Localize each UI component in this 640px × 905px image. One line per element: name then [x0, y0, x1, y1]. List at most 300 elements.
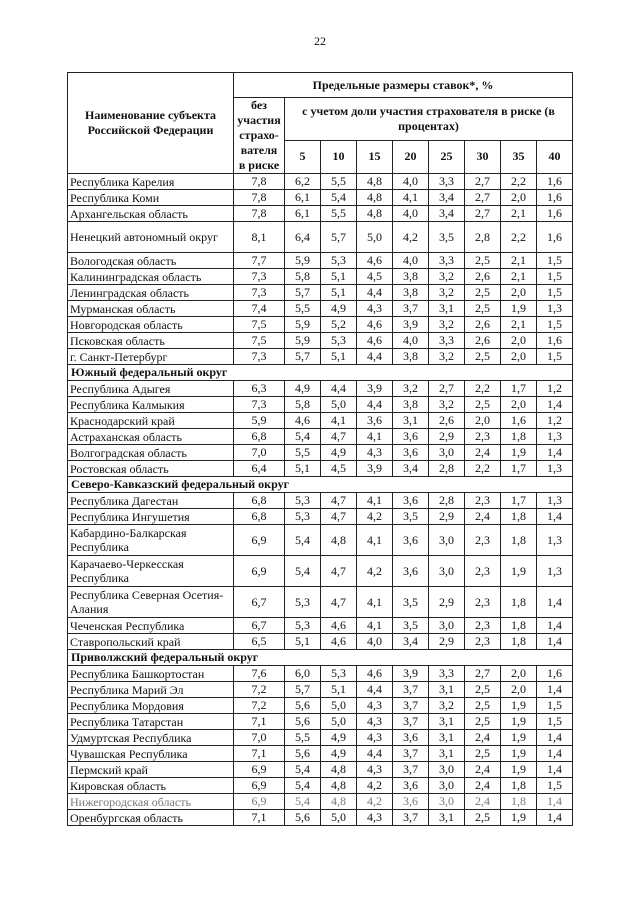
rate-with-share: 3,6: [393, 493, 429, 509]
rate-without-share: 8,1: [234, 222, 285, 253]
rate-with-share: 2,5: [465, 349, 501, 365]
rate-with-share: 4,0: [393, 253, 429, 269]
table-row: [68, 190, 573, 206]
table-row: [68, 269, 573, 285]
table-row: [68, 810, 573, 826]
rate-with-share: 1,5: [537, 778, 573, 794]
rate-with-share: 5,3: [285, 493, 321, 509]
rate-with-share: 1,9: [501, 730, 537, 746]
rate-with-share: 1,9: [501, 762, 537, 778]
rate-with-share: 4,7: [321, 493, 357, 509]
rate-without-share: 6,9: [234, 794, 285, 810]
rate-without-share: 6,9: [234, 778, 285, 794]
section-row: [68, 650, 573, 666]
rate-with-share: 5,7: [285, 285, 321, 301]
table-header: [68, 73, 573, 174]
rate-with-share: 2,2: [501, 174, 537, 190]
region-name: Республика Татарстан: [68, 714, 234, 730]
rate-with-share: 1,8: [501, 618, 537, 634]
table-row: [68, 618, 573, 634]
table-row: [68, 445, 573, 461]
rate-with-share: 4,4: [357, 746, 393, 762]
region-name: Астраханская область: [68, 429, 234, 445]
rate-with-share: 2,9: [429, 634, 465, 650]
rate-without-share: 6,7: [234, 618, 285, 634]
rate-with-share: 2,3: [465, 618, 501, 634]
rate-with-share: 1,6: [537, 206, 573, 222]
rate-with-share: 4,1: [393, 190, 429, 206]
section-title: Северо-Кавказский федеральный округ: [68, 477, 573, 493]
rate-with-share: 2,1: [501, 206, 537, 222]
rate-with-share: 3,6: [357, 413, 393, 429]
rate-with-share: 2,4: [465, 730, 501, 746]
rate-with-share: 1,5: [537, 698, 573, 714]
rate-with-share: 1,6: [537, 190, 573, 206]
rate-with-share: 5,1: [321, 682, 357, 698]
rate-with-share: 3,3: [429, 253, 465, 269]
rate-with-share: 1,5: [537, 269, 573, 285]
rate-with-share: 4,3: [357, 714, 393, 730]
rate-with-share: 5,7: [285, 349, 321, 365]
rate-with-share: 2,4: [465, 509, 501, 525]
section-title: Приволжский федеральный округ: [68, 650, 573, 666]
table-row: [68, 587, 573, 618]
table-row: [68, 429, 573, 445]
rate-with-share: 5,5: [285, 730, 321, 746]
table-row: [68, 174, 573, 190]
with-share-header: с учетом доли участия страхователя в риске (в процентах): [285, 98, 573, 141]
rate-with-share: 1,3: [537, 429, 573, 445]
table-row: [68, 730, 573, 746]
share-col-header: 15: [357, 140, 393, 173]
rate-with-share: 5,5: [321, 206, 357, 222]
rate-with-share: 2,6: [429, 413, 465, 429]
region-name: Республика Мордовия: [68, 698, 234, 714]
rate-with-share: 1,5: [537, 253, 573, 269]
rate-with-share: 5,6: [285, 746, 321, 762]
rate-with-share: 2,9: [429, 587, 465, 618]
rate-with-share: 3,1: [429, 682, 465, 698]
region-name: Республика Башкортостан: [68, 666, 234, 682]
rate-with-share: 5,2: [321, 317, 357, 333]
rate-without-share: 7,8: [234, 206, 285, 222]
rate-with-share: 1,9: [501, 445, 537, 461]
rate-with-share: 4,7: [321, 509, 357, 525]
table-row: [68, 556, 573, 587]
rate-without-share: 6,7: [234, 587, 285, 618]
rate-with-share: 4,2: [357, 794, 393, 810]
rate-with-share: 4,1: [357, 587, 393, 618]
region-name: Чувашская Республика: [68, 746, 234, 762]
share-col-header: 30: [465, 140, 501, 173]
rate-without-share: 7,5: [234, 317, 285, 333]
rate-with-share: 6,2: [285, 174, 321, 190]
rate-with-share: 1,4: [537, 618, 573, 634]
rate-with-share: 3,9: [393, 317, 429, 333]
rate-with-share: 2,5: [465, 810, 501, 826]
rate-with-share: 3,5: [429, 222, 465, 253]
rate-without-share: 7,4: [234, 301, 285, 317]
rate-with-share: 2,4: [465, 778, 501, 794]
rate-with-share: 2,8: [429, 493, 465, 509]
rate-with-share: 4,9: [285, 381, 321, 397]
rate-with-share: 2,0: [501, 190, 537, 206]
rate-without-share: 7,2: [234, 698, 285, 714]
rate-with-share: 1,4: [537, 730, 573, 746]
rate-with-share: 1,4: [537, 682, 573, 698]
rate-with-share: 3,1: [429, 746, 465, 762]
share-col-header: 35: [501, 140, 537, 173]
rate-with-share: 4,8: [321, 794, 357, 810]
rate-with-share: 3,7: [393, 682, 429, 698]
section-title: Южный федеральный округ: [68, 365, 573, 381]
rate-with-share: 5,4: [285, 778, 321, 794]
rate-with-share: 5,5: [321, 174, 357, 190]
rate-with-share: 2,5: [465, 714, 501, 730]
rate-with-share: 4,3: [357, 445, 393, 461]
region-name-header: Наименование субъекта Российской Федерации: [68, 73, 234, 174]
rate-with-share: 3,1: [429, 730, 465, 746]
table-row: [68, 461, 573, 477]
rate-with-share: 2,5: [465, 682, 501, 698]
rate-with-share: 1,8: [501, 429, 537, 445]
rate-with-share: 1,4: [537, 509, 573, 525]
table-row: [68, 301, 573, 317]
rate-with-share: 3,6: [393, 525, 429, 556]
rate-with-share: 1,8: [501, 525, 537, 556]
region-name: Пермский край: [68, 762, 234, 778]
rate-with-share: 3,8: [393, 269, 429, 285]
rate-with-share: 3,2: [429, 698, 465, 714]
table-row: [68, 509, 573, 525]
rate-with-share: 2,7: [465, 174, 501, 190]
rate-with-share: 4,8: [357, 206, 393, 222]
rate-with-share: 2,4: [465, 445, 501, 461]
rate-with-share: 3,0: [429, 556, 465, 587]
rate-with-share: 3,8: [393, 349, 429, 365]
rate-without-share: 7,1: [234, 810, 285, 826]
rate-with-share: 2,7: [465, 190, 501, 206]
rate-with-share: 4,1: [357, 618, 393, 634]
rate-with-share: 2,0: [501, 349, 537, 365]
rate-with-share: 4,7: [321, 556, 357, 587]
rate-with-share: 3,2: [429, 349, 465, 365]
table-row: [68, 698, 573, 714]
rate-with-share: 4,3: [357, 698, 393, 714]
rate-with-share: 5,4: [285, 762, 321, 778]
table-row: [68, 397, 573, 413]
rate-with-share: 1,3: [537, 525, 573, 556]
table-row: [68, 762, 573, 778]
rate-without-share: 7,3: [234, 397, 285, 413]
rate-with-share: 1,8: [501, 794, 537, 810]
rate-with-share: 4,6: [357, 333, 393, 349]
rate-with-share: 4,1: [357, 429, 393, 445]
region-name: Вологодская область: [68, 253, 234, 269]
rate-with-share: 5,3: [285, 509, 321, 525]
rate-with-share: 2,2: [465, 381, 501, 397]
rate-with-share: 1,7: [501, 381, 537, 397]
rate-with-share: 2,0: [501, 333, 537, 349]
rate-with-share: 5,6: [285, 698, 321, 714]
rate-with-share: 4,5: [357, 269, 393, 285]
region-name: Калининградская область: [68, 269, 234, 285]
rate-with-share: 5,7: [285, 682, 321, 698]
rate-with-share: 4,0: [393, 174, 429, 190]
rate-with-share: 6,1: [285, 206, 321, 222]
rate-with-share: 4,8: [321, 778, 357, 794]
rate-with-share: 1,4: [537, 587, 573, 618]
rate-with-share: 6,0: [285, 666, 321, 682]
rate-with-share: 5,4: [285, 525, 321, 556]
table-row: [68, 413, 573, 429]
region-name: Мурманская область: [68, 301, 234, 317]
rate-with-share: 4,0: [393, 206, 429, 222]
table-row: [68, 285, 573, 301]
rate-with-share: 3,2: [429, 269, 465, 285]
region-name: Кабардино-Балкарская Республика: [68, 525, 234, 556]
rate-with-share: 3,8: [393, 397, 429, 413]
rate-with-share: 5,1: [321, 269, 357, 285]
rate-with-share: 2,0: [501, 666, 537, 682]
rate-without-share: 5,9: [234, 413, 285, 429]
rate-with-share: 3,0: [429, 794, 465, 810]
region-name: Карачаево-Черкесская Республика: [68, 556, 234, 587]
rate-with-share: 3,6: [393, 794, 429, 810]
rate-with-share: 1,4: [537, 634, 573, 650]
rate-with-share: 4,9: [321, 445, 357, 461]
rate-with-share: 3,4: [393, 634, 429, 650]
rate-with-share: 1,5: [537, 349, 573, 365]
rate-with-share: 2,5: [465, 746, 501, 762]
rate-with-share: 2,5: [465, 301, 501, 317]
rate-with-share: 1,6: [537, 174, 573, 190]
rate-without-share: 6,9: [234, 762, 285, 778]
rate-without-share: 7,2: [234, 682, 285, 698]
rate-with-share: 1,7: [501, 493, 537, 509]
rate-with-share: 3,4: [429, 206, 465, 222]
rate-without-share: 6,5: [234, 634, 285, 650]
rate-with-share: 4,7: [321, 429, 357, 445]
rate-with-share: 2,5: [465, 397, 501, 413]
rate-with-share: 4,3: [357, 762, 393, 778]
table-row: [68, 666, 573, 682]
rate-with-share: 5,5: [285, 301, 321, 317]
rate-with-share: 4,6: [357, 253, 393, 269]
table-row: [68, 253, 573, 269]
rate-with-share: 3,4: [429, 190, 465, 206]
region-name: Республика Калмыкия: [68, 397, 234, 413]
rate-with-share: 4,2: [357, 509, 393, 525]
rate-with-share: 5,7: [321, 222, 357, 253]
rate-without-share: 7,3: [234, 285, 285, 301]
rate-with-share: 1,5: [537, 285, 573, 301]
rate-with-share: 1,9: [501, 746, 537, 762]
rate-with-share: 3,6: [393, 429, 429, 445]
rate-with-share: 4,1: [357, 525, 393, 556]
rate-with-share: 2,9: [429, 429, 465, 445]
rate-with-share: 3,7: [393, 810, 429, 826]
rate-with-share: 3,0: [429, 525, 465, 556]
rate-with-share: 2,7: [429, 381, 465, 397]
rate-with-share: 2,1: [501, 253, 537, 269]
rate-with-share: 2,1: [501, 317, 537, 333]
rate-with-share: 5,8: [285, 397, 321, 413]
rate-with-share: 4,6: [357, 317, 393, 333]
rate-with-share: 5,6: [285, 810, 321, 826]
region-name: Архангельская область: [68, 206, 234, 222]
rate-with-share: 4,1: [357, 493, 393, 509]
rate-with-share: 5,4: [321, 190, 357, 206]
rate-with-share: 4,6: [321, 618, 357, 634]
rate-with-share: 2,3: [465, 587, 501, 618]
rate-with-share: 5,1: [321, 349, 357, 365]
rate-with-share: 2,8: [465, 222, 501, 253]
rate-with-share: 4,6: [357, 666, 393, 682]
rate-with-share: 3,9: [357, 461, 393, 477]
rate-without-share: 7,8: [234, 190, 285, 206]
rate-without-share: 6,8: [234, 509, 285, 525]
rate-without-share: 6,3: [234, 381, 285, 397]
rate-with-share: 2,4: [465, 762, 501, 778]
rate-without-share: 7,5: [234, 333, 285, 349]
rate-with-share: 4,5: [321, 461, 357, 477]
rate-with-share: 3,2: [393, 381, 429, 397]
rate-with-share: 4,2: [357, 778, 393, 794]
table-row: [68, 206, 573, 222]
table-row: [68, 746, 573, 762]
rate-with-share: 1,9: [501, 301, 537, 317]
region-name: Нижегородская область: [68, 794, 234, 810]
rate-with-share: 5,4: [285, 429, 321, 445]
rate-with-share: 6,1: [285, 190, 321, 206]
rate-with-share: 1,5: [537, 714, 573, 730]
region-name: Ростовская область: [68, 461, 234, 477]
rate-with-share: 3,3: [429, 666, 465, 682]
rate-with-share: 3,5: [393, 618, 429, 634]
rate-without-share: 7,6: [234, 666, 285, 682]
rate-with-share: 5,0: [321, 714, 357, 730]
rate-with-share: 2,6: [465, 333, 501, 349]
rate-with-share: 4,6: [285, 413, 321, 429]
rate-with-share: 4,4: [357, 397, 393, 413]
rate-with-share: 1,8: [501, 509, 537, 525]
rate-with-share: 3,9: [357, 381, 393, 397]
rate-with-share: 4,4: [357, 285, 393, 301]
rate-with-share: 3,0: [429, 618, 465, 634]
rate-with-share: 1,9: [501, 810, 537, 826]
table-body: [68, 174, 573, 826]
rates-table: [67, 72, 573, 826]
rate-with-share: 4,0: [393, 333, 429, 349]
rate-with-share: 1,4: [537, 746, 573, 762]
rate-with-share: 5,9: [285, 253, 321, 269]
rate-with-share: 5,6: [285, 714, 321, 730]
rate-with-share: 3,9: [393, 666, 429, 682]
rate-with-share: 2,3: [465, 429, 501, 445]
rate-with-share: 4,4: [321, 381, 357, 397]
rate-with-share: 2,7: [465, 666, 501, 682]
rate-without-share: 6,9: [234, 525, 285, 556]
rate-with-share: 3,1: [429, 714, 465, 730]
region-name: Оренбургская область: [68, 810, 234, 826]
rate-with-share: 4,6: [321, 634, 357, 650]
rate-with-share: 2,5: [465, 253, 501, 269]
rate-with-share: 3,7: [393, 714, 429, 730]
rate-with-share: 3,0: [429, 445, 465, 461]
rate-with-share: 4,3: [357, 730, 393, 746]
rate-with-share: 2,5: [465, 698, 501, 714]
rate-with-share: 2,5: [465, 285, 501, 301]
rate-without-share: 7,0: [234, 445, 285, 461]
rate-with-share: 3,6: [393, 778, 429, 794]
rate-with-share: 3,6: [393, 556, 429, 587]
rate-with-share: 3,8: [393, 285, 429, 301]
table-row: [68, 794, 573, 810]
rate-with-share: 4,4: [357, 682, 393, 698]
rate-with-share: 4,7: [321, 587, 357, 618]
rate-with-share: 3,1: [393, 413, 429, 429]
region-name: Республика Ингушетия: [68, 509, 234, 525]
rate-with-share: 4,9: [321, 301, 357, 317]
rate-with-share: 2,0: [465, 413, 501, 429]
region-name: Республика Дагестан: [68, 493, 234, 509]
rate-with-share: 6,4: [285, 222, 321, 253]
rate-with-share: 3,1: [429, 301, 465, 317]
rate-with-share: 1,4: [537, 794, 573, 810]
rate-without-share: 6,9: [234, 556, 285, 587]
rate-with-share: 1,8: [501, 587, 537, 618]
share-col-header: 20: [393, 140, 429, 173]
rate-with-share: 1,6: [537, 666, 573, 682]
rate-with-share: 3,7: [393, 762, 429, 778]
rate-with-share: 2,6: [465, 269, 501, 285]
rate-with-share: 4,8: [321, 525, 357, 556]
rate-with-share: 3,2: [429, 397, 465, 413]
region-name: Кировская область: [68, 778, 234, 794]
rate-without-share: 7,8: [234, 174, 285, 190]
rate-with-share: 1,9: [501, 698, 537, 714]
rate-with-share: 4,8: [357, 190, 393, 206]
table-row: [68, 493, 573, 509]
rate-with-share: 1,2: [537, 381, 573, 397]
rate-without-share: 7,3: [234, 349, 285, 365]
rate-with-share: 1,3: [537, 301, 573, 317]
rate-without-share: 6,4: [234, 461, 285, 477]
region-name: Республика Адыгея: [68, 381, 234, 397]
rate-with-share: 1,6: [501, 413, 537, 429]
rate-with-share: 3,0: [429, 778, 465, 794]
rate-without-share: 6,8: [234, 429, 285, 445]
table-row: [68, 714, 573, 730]
region-name: Республика Марий Эл: [68, 682, 234, 698]
rate-with-share: 1,6: [537, 222, 573, 253]
rate-with-share: 5,4: [285, 794, 321, 810]
share-col-header: 5: [285, 140, 321, 173]
share-col-header: 25: [429, 140, 465, 173]
rate-without-share: 7,1: [234, 714, 285, 730]
rate-with-share: 1,4: [537, 445, 573, 461]
rate-with-share: 2,4: [465, 794, 501, 810]
rate-with-share: 1,8: [501, 634, 537, 650]
region-name: Псковская область: [68, 333, 234, 349]
rate-with-share: 5,9: [285, 317, 321, 333]
rate-without-share: 7,0: [234, 730, 285, 746]
rate-with-share: 1,4: [537, 397, 573, 413]
rate-with-share: 2,0: [501, 397, 537, 413]
rate-with-share: 3,4: [393, 461, 429, 477]
rate-with-share: 1,3: [537, 556, 573, 587]
